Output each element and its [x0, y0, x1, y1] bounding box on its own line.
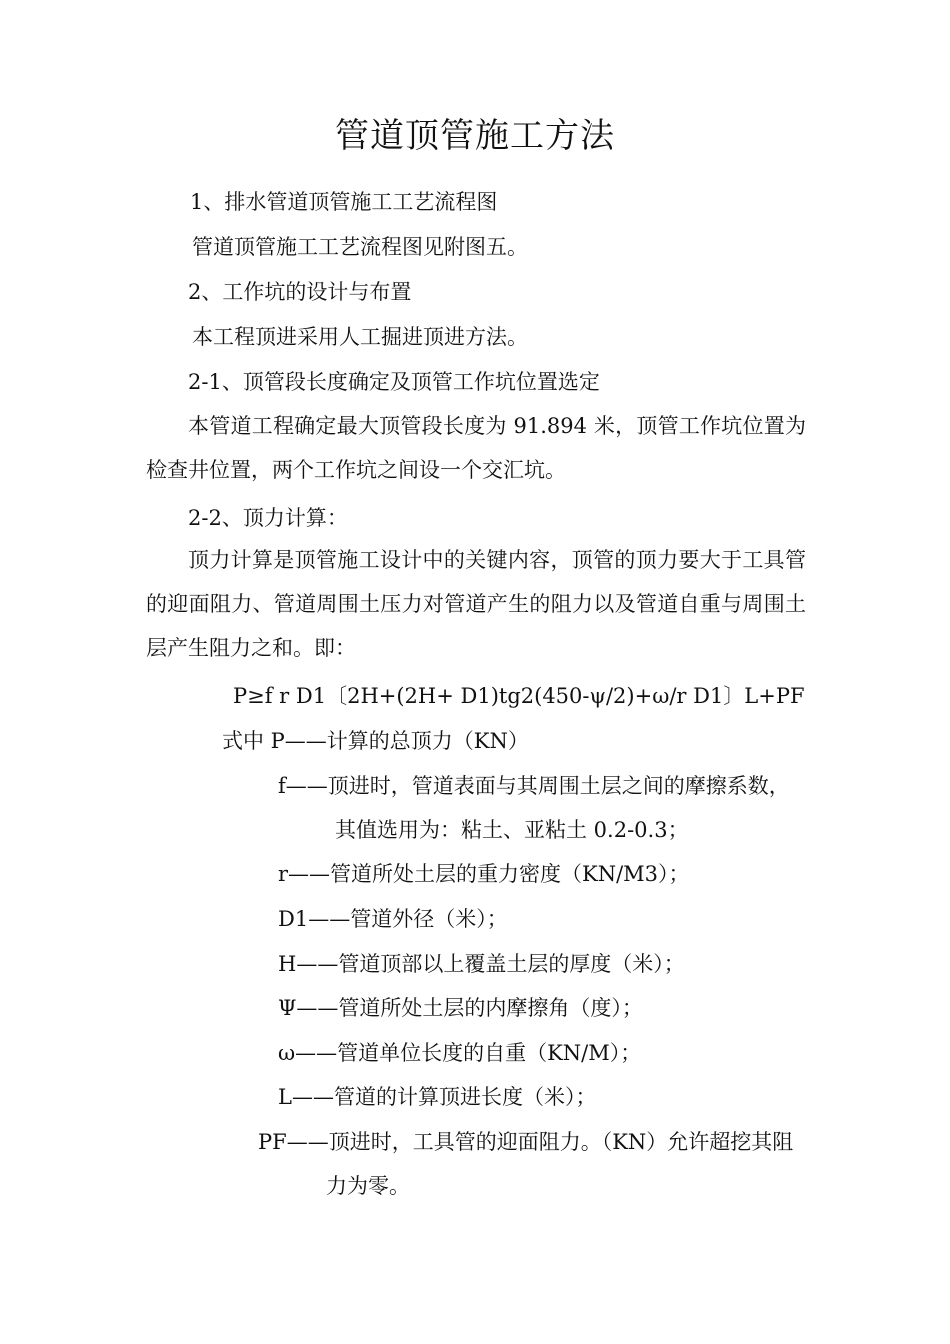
section-2-2-text: 顶力计算是顶管施工设计中的关键内容，顶管的顶力要大于工具管的迎面阻力、管道周围土压力对管道产生的阻力以及管道自重与周围土层产生阻力之和。即：	[146, 548, 806, 660]
definition-f-line-2: 其值选用为：粘土、亚粘土 0.2-0.3；	[335, 818, 689, 842]
definition-pf-line-2: 力为零。	[326, 1174, 410, 1198]
definition-f-line-1: f——顶进时，管道表面与其周围土层之间的摩擦系数，	[278, 774, 790, 798]
section-2-text: 本工程顶进采用人工掘进顶进方法。	[192, 325, 528, 349]
definition-d1: D1——管道外径（米）；	[278, 907, 508, 931]
where-intro: 式中 P——计算的总顶力（KN）	[222, 729, 529, 753]
section-2-1-text: 本管道工程确定最大顶管段长度为 91.894 米，顶管工作坑位置为检查井位置，两个工作坑之间设一个交汇坑。	[146, 414, 806, 482]
formula: P≥f r D1〔2H+(2H+ D1)tg2(450-ψ/2)+ω/r D1〕L+PF	[233, 684, 805, 708]
page-title: 管道顶管施工方法	[335, 116, 615, 156]
definition-r: r——管道所处土层的重力密度（KN/M3）；	[278, 862, 690, 886]
section-1-heading: 1、排水管道顶管施工工艺流程图	[190, 190, 498, 214]
definition-omega: ω——管道单位长度的自重（KN/M）；	[278, 1041, 642, 1065]
section-2-heading: 2、工作坑的设计与布置	[188, 280, 412, 304]
definition-l: L——管道的计算顶进长度（米）；	[278, 1085, 597, 1109]
section-2-1-heading: 2-1、顶管段长度确定及顶管工作坑位置选定	[188, 370, 600, 394]
definition-pf-line-1: PF——顶进时，工具管的迎面阻力。（KN）允许超挖其阻	[258, 1130, 794, 1154]
definition-h: H——管道顶部以上覆盖土层的厚度（米）；	[278, 952, 685, 976]
section-2-2-heading: 2-2、顶力计算：	[188, 506, 348, 530]
section-1-text: 管道顶管施工工艺流程图见附图五。	[192, 235, 528, 259]
definition-psi: Ψ——管道所处土层的内摩擦角（度）；	[278, 996, 643, 1020]
